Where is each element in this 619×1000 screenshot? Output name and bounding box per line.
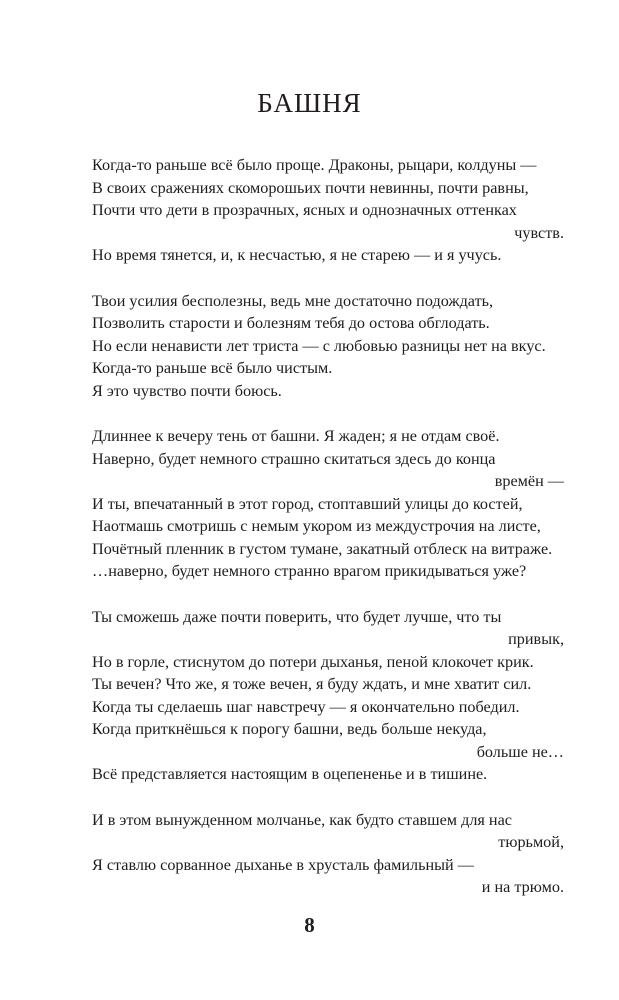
poem-line: Позволить старости и болезням тебя до остова обглодать. <box>92 314 490 332</box>
poem-line: Почти что дети в прозрачных, ясных и однозначных оттенках <box>92 201 517 219</box>
stanza <box>92 606 564 786</box>
poem-line: Когда-то раньше всё было чистым. <box>92 359 333 377</box>
poem-line: И в этом вынужденном молчанье, как будто ставшем для нас <box>92 810 512 829</box>
stanza <box>92 290 564 403</box>
poem-line: Всё представляется настоящим в оцепененье и в тишине. <box>92 765 488 783</box>
poem-line: И ты, впечатанный в этот город, стоптавший улицы до костей, <box>92 494 523 513</box>
poem-line: Длиннее к вечеру тень от башни. Я жаден; я не отдам своё. <box>92 427 500 445</box>
poem-line: Твои усилия бесполезны, ведь мне достаточно подождать, <box>92 291 494 310</box>
poem-line: Почётный пленник в густом тумане, закатный отблеск на витраже. <box>92 539 553 558</box>
poem-line-continuation: больше не… <box>476 742 564 761</box>
poem-line: Наотмашь смотришь с немым укором из междустрочия на листе, <box>92 517 541 535</box>
stanza <box>92 809 564 899</box>
poem-line-continuation: и на трюмо. <box>481 878 564 896</box>
poem-line: Но в горле, стиснутом до потери дыханья, пеной клокочет крик. <box>92 652 534 671</box>
poem-line-continuation: чувств. <box>514 223 564 242</box>
poem-line: В своих сражениях скоморошьих почти невинны, почти равны, <box>92 178 529 197</box>
poem-body <box>92 154 564 922</box>
poem-line-continuation: привык, <box>508 630 564 648</box>
page-title: БАШНЯ <box>257 88 362 118</box>
poem-line: Я ставлю сорванное дыханье в хрусталь фамильный — <box>92 855 474 874</box>
poem-line: Наверно, будет немного страшно скитаться здесь до конца <box>92 449 496 468</box>
poem-line: Ты сможешь даже почти поверить, что будет лучше, что ты <box>92 607 502 626</box>
poem-line: …наверно, будет немного странно врагом прикидываться уже? <box>92 562 527 580</box>
poem-line: Когда приткнёшься к порогу башни, ведь больше некуда, <box>92 720 487 738</box>
poem-line: Ты вечен? Что же, я тоже вечен, я буду ждать, и мне хватит сил. <box>92 675 532 693</box>
poem-line: Я это чувство почти боюсь. <box>92 381 282 400</box>
poem-line: Но время тянется, и, к несчастью, я не старею — и я учусь. <box>92 246 502 264</box>
poem-line: Когда-то раньше всё было проще. Драконы, рыцари, колдуны — <box>92 156 537 174</box>
poem-line: Но если ненависти лет триста — с любовью разницы нет на вкус. <box>92 336 546 355</box>
poem-line-continuation: тюрьмой, <box>498 833 564 851</box>
page-number: 8 <box>304 913 315 937</box>
poem-line: Когда ты сделаешь шаг навстречу — я окончательно победил. <box>92 697 520 716</box>
poem-line-continuation: времён — <box>494 472 564 490</box>
stanza <box>92 154 564 267</box>
stanza <box>92 425 564 583</box>
